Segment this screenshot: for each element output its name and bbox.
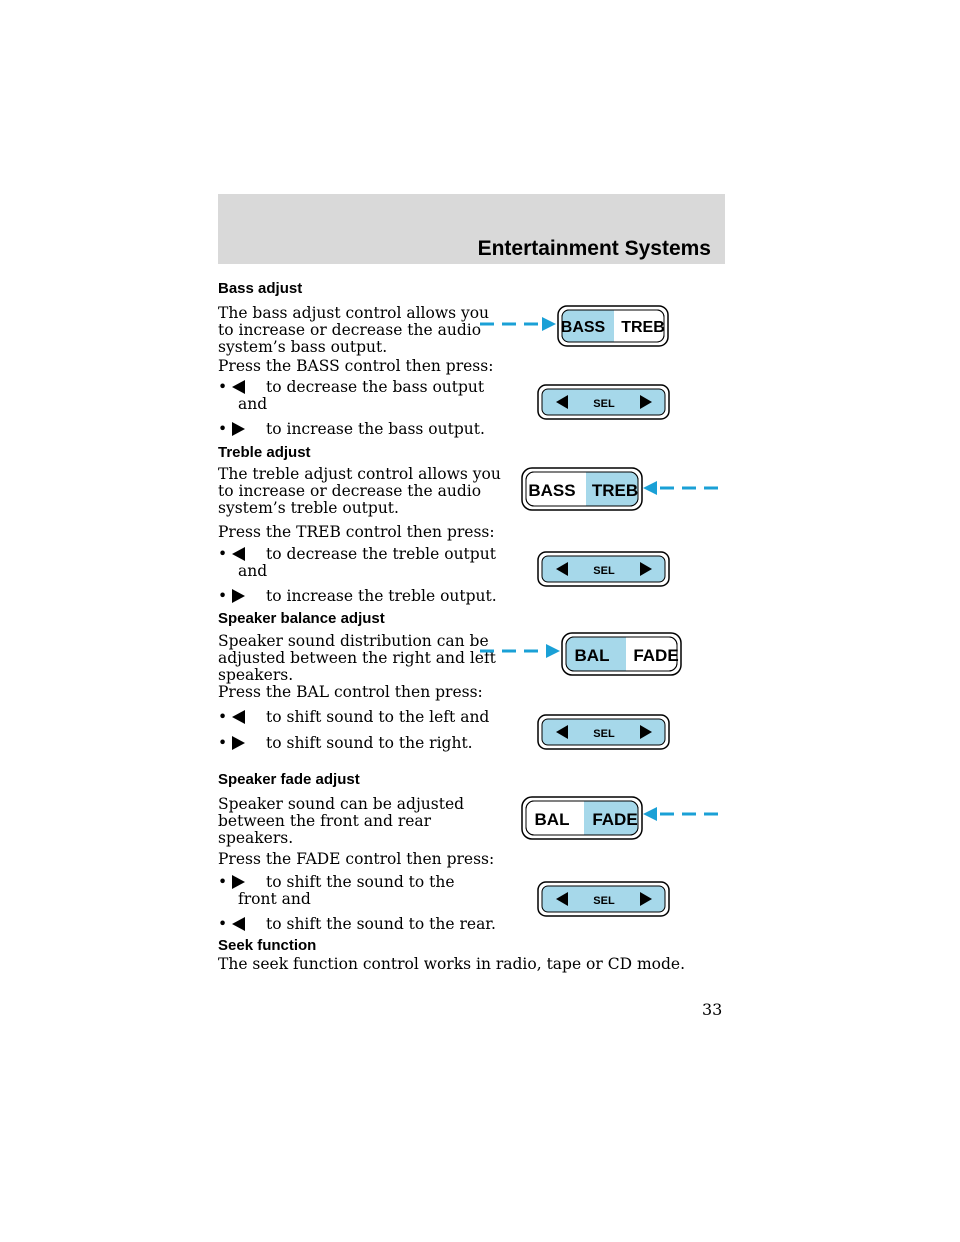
fade-para-line-3: speakers. [218, 829, 294, 847]
heading-seek-function: Seek function [218, 937, 317, 954]
page-number: 33 [702, 1000, 723, 1019]
bass-treb-button-treb-highlighted [522, 468, 724, 510]
fade-para-line-2: between the front and rear [218, 812, 432, 830]
bal-label: BAL [574, 646, 610, 665]
balance-para-line-2: adjusted between the right and left [218, 649, 496, 667]
bass-para-line-2: to increase or decrease the audio [218, 321, 482, 339]
treb-label: TREB [621, 319, 665, 336]
pointer-arrow-icon [542, 317, 556, 331]
fade-label: FADE [633, 646, 679, 665]
bass-label: BASS [560, 319, 606, 336]
treble-para-line-3: system’s treble output. [218, 499, 399, 517]
fade-para-line-1: Speaker sound can be adjusted [218, 795, 465, 813]
pointer-arrow-icon [643, 807, 657, 821]
section-title: Entertainment Systems [477, 237, 711, 260]
bass-label: BASS [528, 481, 576, 500]
sel-label: SEL [593, 398, 615, 410]
bal-fade-button-fade-highlighted [522, 797, 724, 839]
seek-para: The seek function control works in radio, tape or CD mode. [218, 955, 685, 973]
sel-label: SEL [593, 895, 615, 907]
treble-para-line-2: to increase or decrease the audio [218, 482, 482, 500]
bass-treb-button-bass-highlighted [480, 306, 668, 346]
sel-label: SEL [593, 565, 615, 577]
sel-rocker-2 [538, 552, 669, 586]
bal-fade-button-bal-highlighted [480, 633, 681, 675]
bass-para-line-3: system’s bass output. [218, 338, 388, 356]
sel-rocker-3 [538, 715, 669, 749]
balance-para-line-1: Speaker sound distribution can be [218, 632, 489, 650]
heading-treble-adjust: Treble adjust [218, 444, 311, 461]
heading-balance-adjust: Speaker balance adjust [218, 610, 385, 627]
balance-press-text: Press the BAL control then press: [218, 683, 483, 701]
sel-label: SEL [593, 728, 615, 740]
sel-rocker-1 [538, 385, 669, 419]
heading-fade-adjust: Speaker fade adjust [218, 771, 360, 788]
bass-press-text: Press the BASS control then press: [218, 357, 494, 375]
sel-rocker-4 [538, 882, 669, 916]
pointer-arrow-icon [643, 481, 657, 495]
heading-bass-adjust: Bass adjust [218, 280, 303, 297]
treble-para-line-1: The treble adjust control allows you [218, 465, 501, 483]
bass-para-line-1: The bass adjust control allows you [218, 304, 490, 322]
balance-para-line-3: speakers. [218, 666, 294, 684]
fade-label: FADE [592, 810, 638, 829]
pointer-arrow-icon [546, 644, 560, 658]
bal-label: BAL [534, 810, 570, 829]
treb-label: TREB [591, 481, 639, 500]
fade-press-text: Press the FADE control then press: [218, 850, 495, 868]
treble-press-text: Press the TREB control then press: [218, 523, 495, 541]
